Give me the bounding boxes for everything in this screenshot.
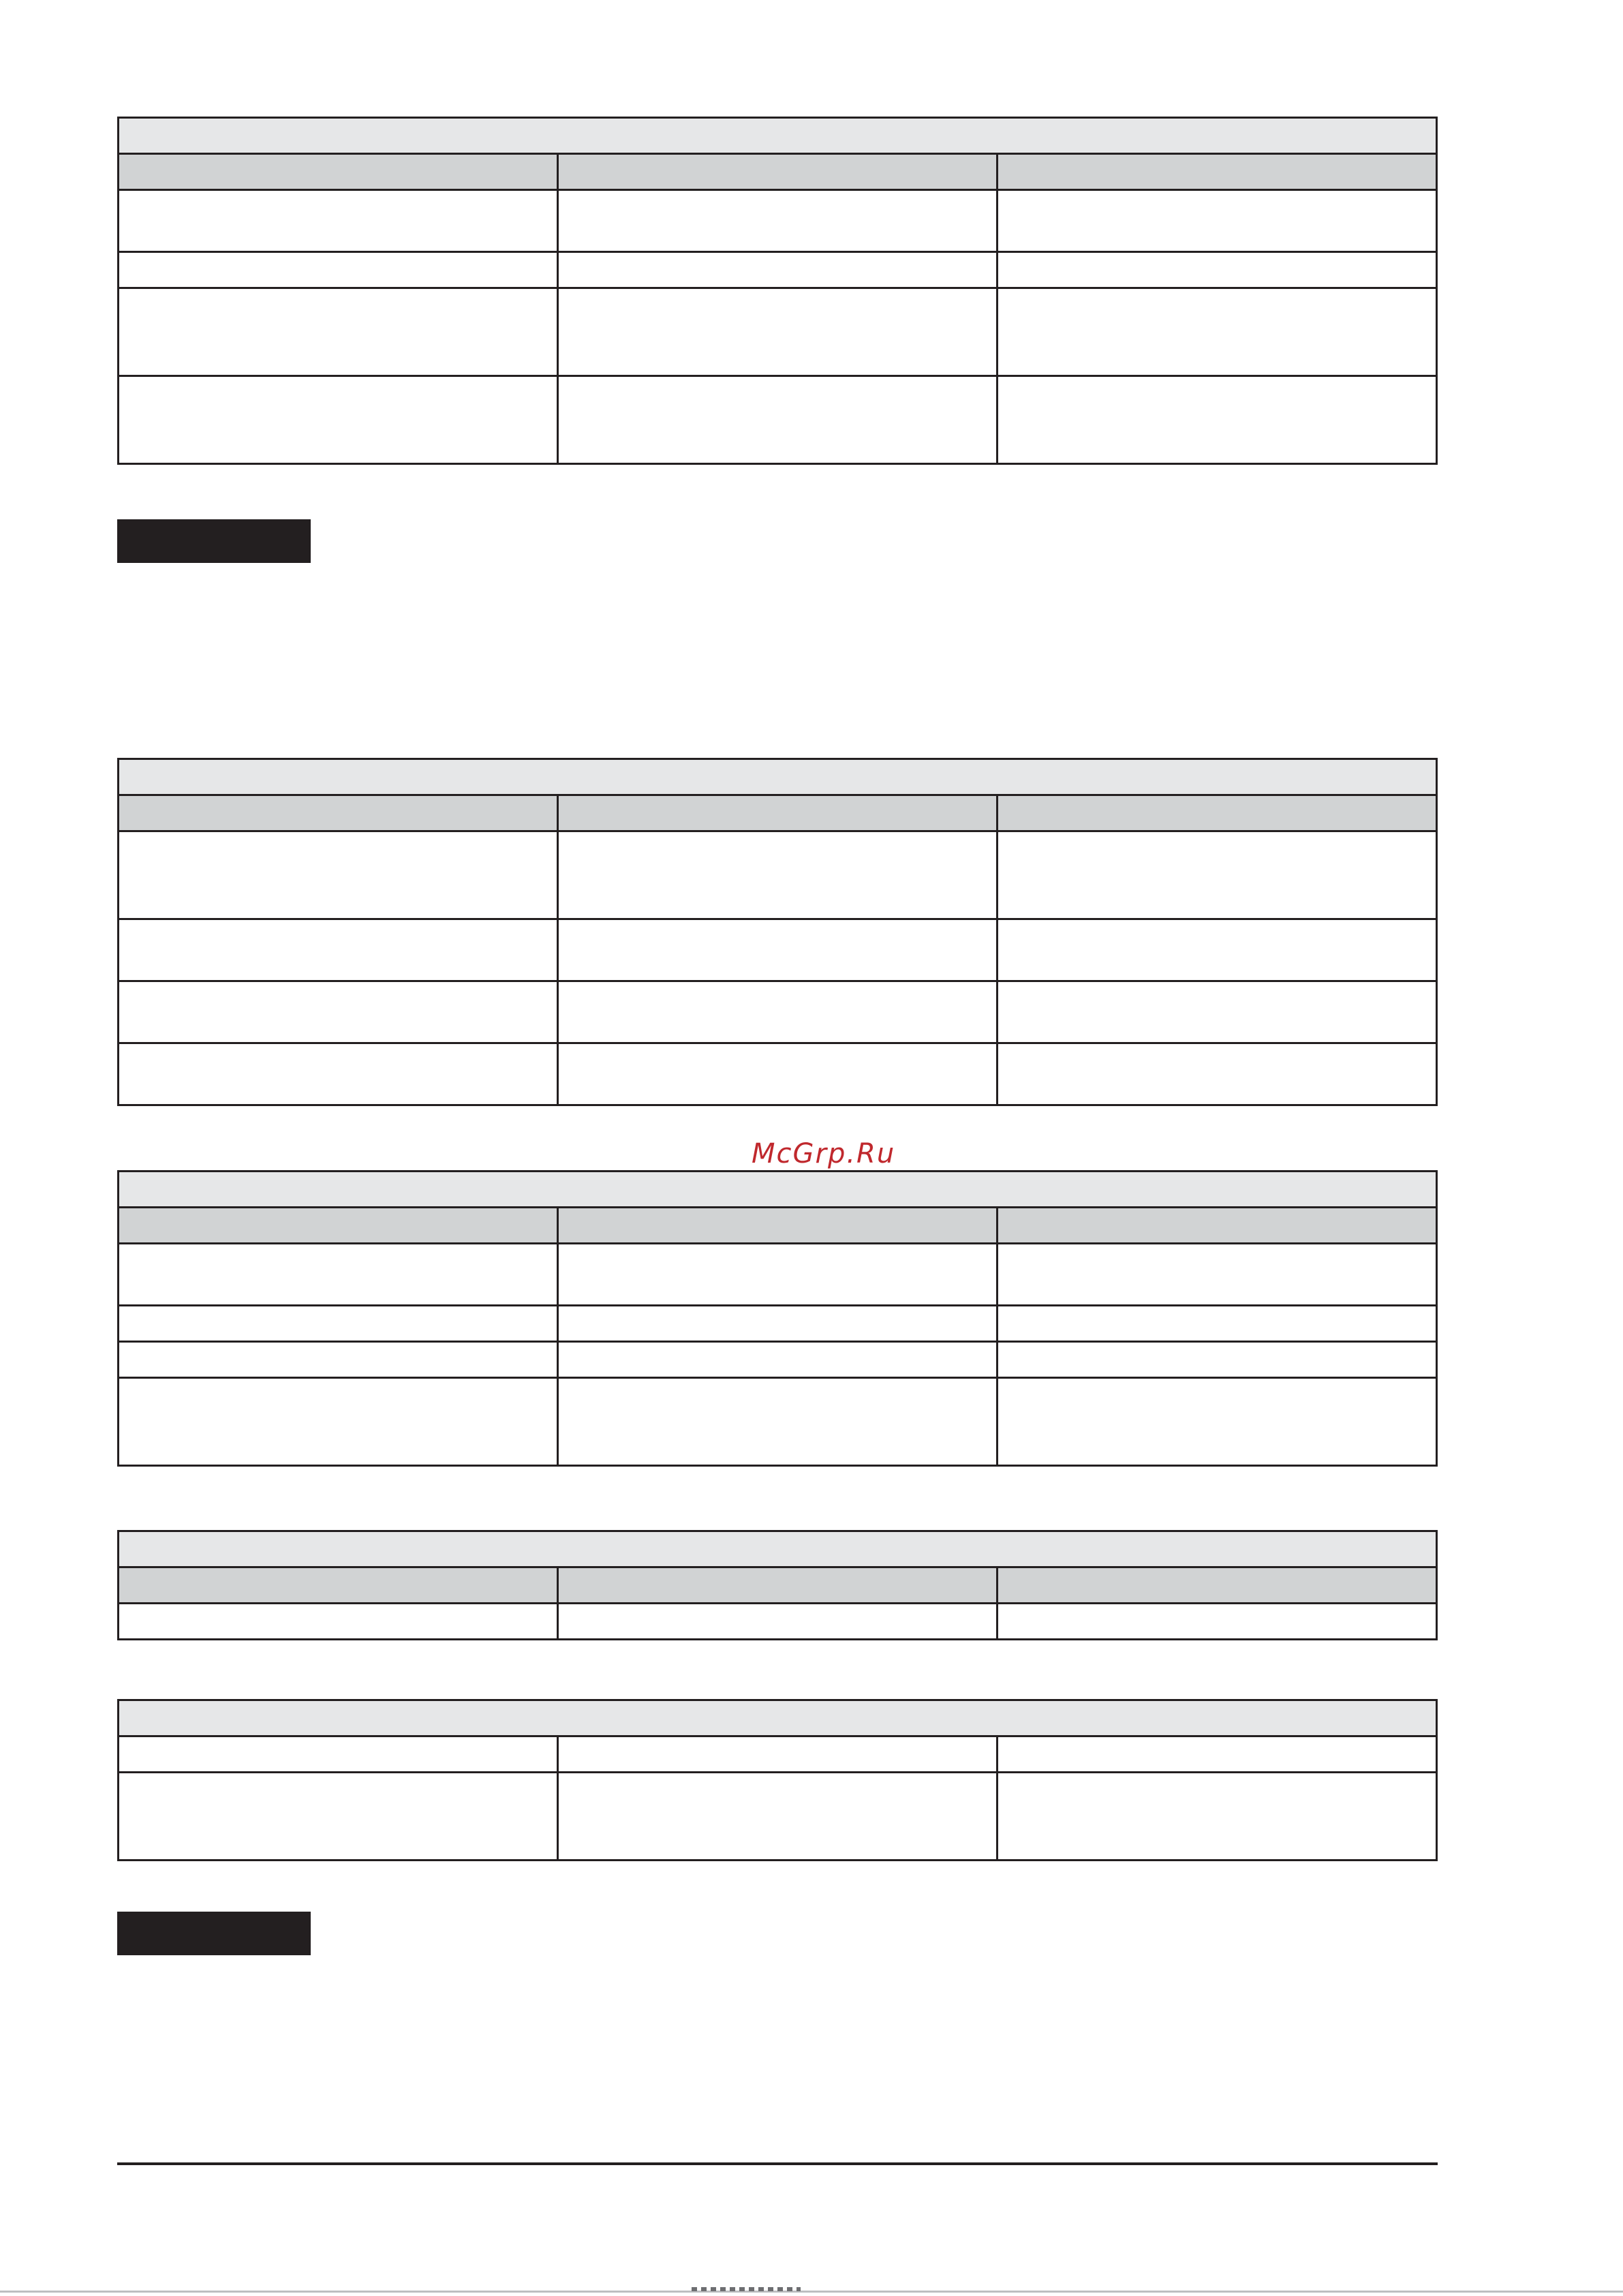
spec-table-4 [117, 1530, 1438, 1640]
table-row [119, 981, 1437, 1043]
table-row [119, 1244, 1437, 1306]
table-header-cell [998, 795, 1437, 831]
footer-rule [117, 2162, 1438, 2165]
table-header-cell [558, 154, 998, 190]
table-header-cell [998, 154, 1437, 190]
table-row [119, 190, 1437, 252]
table-title [119, 1531, 1437, 1567]
table-row [119, 1773, 1437, 1861]
table-title [119, 1172, 1437, 1208]
table-row [119, 288, 1437, 376]
table-row [119, 1736, 1437, 1773]
table-row [119, 1043, 1437, 1105]
table-title [119, 1700, 1437, 1736]
print-registration-marks [692, 2287, 801, 2291]
table-row [119, 831, 1437, 919]
table-row [119, 1342, 1437, 1378]
table-row [119, 376, 1437, 464]
spec-table-1 [117, 117, 1438, 465]
table-header-cell [119, 1567, 558, 1604]
table-header-cell [119, 154, 558, 190]
spec-table-2 [117, 758, 1438, 1106]
table-header-cell [119, 1208, 558, 1244]
table-title [119, 759, 1437, 795]
page-bottom-edge [0, 2291, 1623, 2293]
spec-table-3 [117, 1170, 1438, 1467]
table-header-cell [998, 1208, 1437, 1244]
table-row [119, 919, 1437, 981]
table-row [119, 1306, 1437, 1342]
watermark-text: McGrp.Ru [752, 1138, 896, 1169]
table-header-cell [558, 1567, 998, 1604]
section-heading-bar [117, 519, 311, 563]
table-header-cell [558, 1208, 998, 1244]
table-header-cell [558, 795, 998, 831]
spec-table-5 [117, 1699, 1438, 1861]
table-header-cell [119, 795, 558, 831]
table-title [119, 118, 1437, 154]
table-row [119, 252, 1437, 288]
table-header-cell [998, 1567, 1437, 1604]
table-row [119, 1378, 1437, 1466]
table-row [119, 1604, 1437, 1640]
section-heading-bar [117, 1912, 311, 1955]
